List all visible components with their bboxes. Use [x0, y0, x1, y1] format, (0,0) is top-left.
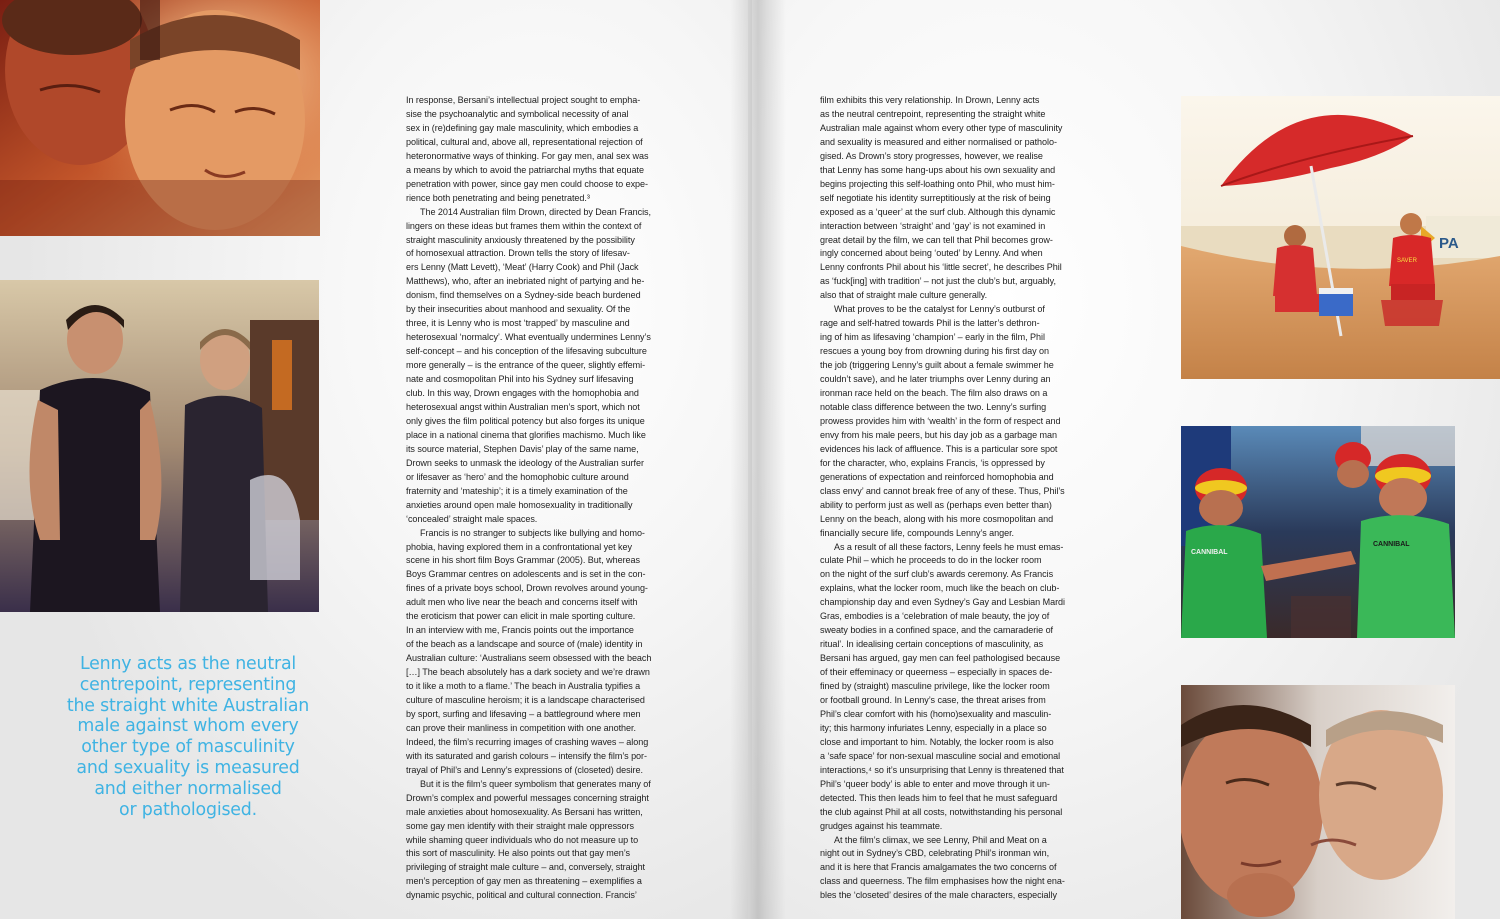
- body-left-line: Australian culture: ‘Australians seem obsessed with the beach: [406, 653, 652, 664]
- jersey-right: [1357, 515, 1455, 638]
- body-left-line: In an interview with me, Francis points out the importance: [406, 625, 634, 636]
- lifesavers-illustration: [1181, 426, 1455, 638]
- body-right-line: ingly concerned about being ‘outed’ by Lenny. And when: [820, 248, 1043, 259]
- body-right-line: Australian male against whom every other type of masculinity: [820, 122, 1063, 133]
- body-left-line: nate and cosmopolitan Phil into his Sydney surf lifesaving: [406, 374, 634, 385]
- body-left-line: Drown’s complex and powerful messages concerning straight: [406, 792, 649, 803]
- body-right-line: Lenny on the beach, along with his more cosmopolitan and: [820, 513, 1054, 524]
- body-right-line: Phil’s clear comfort with his (homo)sexuality and masculin-: [820, 708, 1052, 719]
- body-left-line: phobia, having explored them in a confrontational yet key: [406, 541, 632, 552]
- body-left-line: male anxieties about homosexuality. As Bersani has written,: [406, 806, 643, 817]
- body-left-line: heterosexual ‘normalcy’. What eventually undermines Lenny’s: [406, 332, 651, 343]
- body-left-line: this sort of masculinity. He also points out that gay men’s: [406, 848, 631, 859]
- page-gutter: [730, 0, 786, 919]
- body-right-line: as the neutral centrepoint, representing the straight white: [820, 108, 1046, 119]
- photo-locker-room: [0, 280, 319, 612]
- body-left-line: The 2014 Australian film Drown, directed by Dean Francis,: [420, 206, 651, 217]
- body-left-line: a means by which to avoid the patriarchal myths that equate: [406, 164, 644, 175]
- body-right-line: as ‘fuck[ing] with tradition’ – not just the club’s but, arguably,: [820, 276, 1056, 287]
- body-left-line: dynamic psychic, political and cultural connection. Francis’: [406, 890, 637, 901]
- body-right-line: At the film’s climax, we see Lenny, Phil and Meat on a: [834, 834, 1047, 845]
- body-right-line: ritual’. In idealising certain conceptions of masculinity, as: [820, 639, 1044, 650]
- body-right-line: detected. This then leads him to feel that he must safeguard: [820, 792, 1058, 803]
- body-right-line: and it is here that Francis amalgamates the two concerns of: [820, 862, 1057, 873]
- body-right-line: generations of expectation and reinforced homophobia and: [820, 471, 1054, 482]
- body-right-line: fined by (straight) masculine privilege, like the locker room: [820, 681, 1050, 692]
- body-left-line: lingers on these ideas but frames them within the context of: [406, 220, 642, 231]
- body-right-line: evidences his lack of affluence. This is a particular sore spot: [820, 443, 1058, 454]
- body-left-line: privileging of straight male culture – and, conversely, straight: [406, 862, 646, 873]
- body-left-line: men’s perception of gay men as threatening – exemplifies a: [406, 876, 642, 887]
- body-left-line: In response, Bersani’s intellectual project sought to empha-: [406, 95, 641, 105]
- photo-lifesavers-race: [1181, 426, 1455, 638]
- body-right-line: grudges against his teammate.: [820, 820, 943, 831]
- body-right-line: ability to perform just as well as (perhaps even better than): [820, 499, 1052, 510]
- body-right-line: of their effeminacy or queerness – especially in spaces de-: [820, 667, 1053, 678]
- pull-quote-line: other type of masculinity: [81, 737, 295, 758]
- body-left-line: fines of a private boys school, Drown revolves around young-: [406, 583, 648, 594]
- beach-illustration: [1181, 96, 1500, 379]
- body-left-line: Indeed, the film’s recurring images of crashing waves – along: [406, 736, 649, 747]
- body-left-line: Drown seeks to unmask the ideology of the Australian surfer: [406, 457, 644, 468]
- body-left-line: the eroticism that power can elicit in male sporting culture.: [406, 611, 636, 622]
- body-left-line: adult men who live near the beach and concerns itself with: [406, 597, 638, 608]
- body-left-line: trayal of Phil’s and Lenny’s expressions of (closeted) desire.: [406, 764, 643, 775]
- body-right-line: explains, what the locker room, much like the beach on club-: [820, 583, 1060, 594]
- body-right-line: envy from his male peers, but his day job as a garbage man: [820, 429, 1057, 440]
- body-left-line: self-concept – and his conception of the lifesaving subculture: [406, 346, 647, 357]
- body-right-line: sweaty bodies in a confined space, and the camaraderie of: [820, 625, 1054, 636]
- body-right-line: culate Phil – which he proceeds to do in the locker room: [820, 555, 1042, 566]
- body-right-line: notable class difference between the two. Lenny’s surfing: [820, 401, 1047, 412]
- photo-beach-lifeguards: [1181, 96, 1500, 379]
- body-left-line: by their insecurities about manhood and sexuality. Of the: [406, 304, 631, 315]
- photo-confrontation: [1181, 685, 1455, 919]
- body-left-line: more generally – is the entrance of the queer, slightly effemi-: [406, 360, 646, 371]
- body-right-line: Lenny confronts Phil about his ‘little secret’, he describes Phil: [820, 262, 1062, 273]
- confrontation-illustration: [1181, 685, 1455, 919]
- body-left-line: club. In this way, Drown engages with the homophobia and: [406, 388, 639, 399]
- body-left-line: of homosexual attraction. Drown tells the story of lifesav-: [406, 248, 630, 259]
- embrace-illustration: [0, 0, 320, 236]
- body-left-line: three, it is Lenny who is most ‘trapped’ by masculine and: [406, 318, 630, 329]
- body-left-line: its source material, Stephen Davis’ play of the same name,: [406, 443, 639, 454]
- body-left-line: Francis is no stranger to subjects like bullying and homo-: [420, 527, 645, 538]
- body-left-line: Boys Grammar centres on adolescents and is set in the con-: [406, 569, 646, 580]
- body-left-line: sise the psychoanalytic and symbolical necessity of anal: [406, 108, 629, 119]
- body-left-line: scene in his short film Boys Grammar (2005). But, whereas: [406, 555, 640, 566]
- body-left-line: heterosexual angst within Australian men’s sport, which not: [406, 401, 640, 412]
- body-left-line: some gay men identify with their straight male oppressors: [406, 820, 634, 831]
- body-left-line: rience both penetrating and being penetrated.³: [406, 192, 590, 203]
- body-right-line: Bersani has argued, gay men can feel pathologised because: [820, 653, 1061, 664]
- body-right-line: and sexuality is measured and either normalised or patholo-: [820, 136, 1057, 147]
- body-right-line: couldn’t save), and he later triumphs over Lenny during an: [820, 374, 1051, 385]
- body-left-line: fraternity and ‘mateship’; it is a timely examination of the: [406, 485, 628, 496]
- body-right-line: interactions,⁴ so it’s unsurprising that Lenny is threatened that: [820, 764, 1064, 775]
- pull-quote-line: Lenny acts as the neutral: [79, 654, 297, 674]
- body-right-line: also that of straight male culture generally.: [820, 290, 988, 301]
- body-left-line: But it is the film’s queer symbolism that generates many of: [420, 778, 651, 789]
- body-right-line: interaction between ‘straight’ and ‘gay’ is not examined in: [820, 220, 1046, 231]
- body-right-line: rescues a young boy from drowning during his first day on: [820, 346, 1049, 357]
- body-right-line: Phil’s ‘queer body’ is able to enter and move through it un-: [820, 778, 1050, 789]
- body-left-line: ‘concealed’ straight male spaces.: [406, 513, 538, 524]
- body-right-line: financially secure life, compounds Lenny’s anger.: [820, 527, 1015, 538]
- pull-quote: [36, 654, 340, 820]
- body-left-line: heteronormative ways of thinking. For gay men, anal sex was: [406, 150, 649, 161]
- jersey-text-right: CANNIBAL: [1373, 541, 1410, 548]
- body-right-line: that Lenny has some hang-ups about his own sexuality and: [820, 164, 1056, 175]
- body-left-line: only gives the film political potency but also forges its unique: [406, 415, 645, 426]
- pull-quote-line: the straight white Australian: [66, 695, 310, 716]
- body-column-left: [406, 94, 684, 903]
- body-left-line: political, cultural and, above all, representational rejection of: [406, 136, 643, 147]
- body-right-line: the club against Phil at all costs, notwithstanding his personal: [820, 806, 1063, 817]
- jersey-text-left: CANNIBAL: [1191, 549, 1228, 556]
- body-right-line: or football ground. In Lenny’s case, the threat arises from: [820, 694, 1046, 705]
- body-left-line: with its saturated and garish colours – intensify the film’s por-: [406, 750, 647, 761]
- body-right-line: ironman race held on the beach. The film also draws on a: [820, 388, 1048, 399]
- body-right-line: ing of him as lifesaving ‘champion’ – early in the film, Phil: [820, 332, 1045, 343]
- body-right-line: begins projecting this self-loathing onto Phil, who must him-: [820, 178, 1055, 189]
- body-right-line: bles the ‘closeted’ desires of the male characters, especially: [820, 890, 1057, 901]
- body-left-line: straight masculinity anxiously threatened by the possibility: [406, 234, 635, 245]
- body-left-line: penetration with power, since gay men could choose to expe-: [406, 178, 648, 189]
- body-left-line: while shaming queer individuals who do not measure up to: [406, 834, 639, 845]
- pull-quote-line: male against whom every: [77, 716, 299, 737]
- body-left-line: sex in (re)defining gay male masculinity, which embodies a: [406, 122, 639, 133]
- body-left-line: place in a national cinema that glorifies machismo. Much like: [406, 429, 646, 440]
- body-right-line: As a result of all these factors, Lenny feels he must emas-: [834, 541, 1064, 552]
- body-left-line: Matthews), who, after an inebriated night of partying and he-: [406, 276, 645, 287]
- body-right-line: for the character, who, explains Francis, ‘is oppressed by: [820, 457, 1045, 468]
- body-right-line: class and queerness. The film emphasises how the night ena-: [820, 876, 1065, 887]
- body-right-line: film exhibits this very relationship. In Drown, Lenny acts: [820, 95, 1040, 105]
- body-right-line: night out in Sydney’s CBD, celebrating Phil’s ironman win,: [820, 848, 1050, 859]
- locker-room-illustration: [0, 280, 319, 612]
- body-right-line: the job (triggering Lenny’s guilt about a female swimmer he: [820, 360, 1054, 371]
- photo-embrace: [0, 0, 320, 236]
- beach-sign-text: PA: [1439, 235, 1459, 252]
- body-left-line: […] The beach absolutely has a dark society and we’re drawn: [406, 667, 650, 678]
- body-right-line: rage and self-hatred towards Phil is the latter’s dethron-: [820, 318, 1040, 329]
- lifeguard-shirt-text: SAVER: [1397, 258, 1417, 264]
- body-right-line: ity; this harmony infuriates Lenny, especially in a place so: [820, 722, 1047, 733]
- body-right-line: What proves to be the catalyst for Lenny’s outburst of: [834, 304, 1045, 315]
- body-column-right: [820, 94, 1098, 903]
- body-left-line: by sport, surfing and lifesaving – a battleground where men: [406, 708, 641, 719]
- body-right-line: gised. As Drown’s story progresses, however, we realise: [820, 150, 1043, 161]
- body-left-line: can prove their manliness in competition with one another.: [406, 722, 636, 733]
- body-right-line: on the night of the surf club’s awards ceremony. As Francis: [820, 569, 1054, 580]
- body-right-line: championship day and even Sydney’s Gay and Lesbian Mardi: [820, 597, 1065, 608]
- body-right-line: Gras, embodies is a ‘celebration of male beauty, the joy of: [820, 611, 1050, 622]
- body-right-line: a ‘safe space’ for non-sexual masculine social and emotional: [820, 750, 1061, 761]
- pull-quote-line: or pathologised.: [119, 799, 257, 820]
- body-right-line: self negotiate his identity surreptitiously at the risk of being: [820, 192, 1051, 203]
- body-left-line: anxieties around open male homosexuality in traditionally: [406, 499, 633, 510]
- body-right-line: class envy’ and cannot break free of any of these. Thus, Phil’s: [820, 485, 1065, 496]
- hand: [1227, 873, 1295, 917]
- jersey-left: [1181, 525, 1267, 638]
- body-left-line: culture of masculine heroism; it is a landscape characterised: [406, 694, 645, 705]
- body-right-line: exposed as a ‘queer’ at the surf club. Although this dynamic: [820, 206, 1056, 217]
- body-right-line: prowess provides him with ‘wealth’ in the form of respect and: [820, 415, 1061, 426]
- pull-quote-line: and sexuality is measured: [76, 757, 300, 778]
- body-left-line: donism, find themselves on a Sydney-side beach burdened: [406, 290, 641, 301]
- pull-quote-line: centrepoint, representing: [79, 674, 297, 695]
- body-left-line: ers Lenny (Matt Levett), ‘Meat’ (Harry Cook) and Phil (Jack: [406, 262, 639, 273]
- cooler-box: [1319, 292, 1353, 316]
- body-left-line: to it like a moth to a flame.’ The beach in Australia typifies a: [406, 681, 641, 692]
- body-left-line: or lifesaver as ‘hero’ and the homophobic culture around: [406, 471, 629, 482]
- pull-quote-line: and either normalised: [94, 778, 282, 799]
- body-left-line: of the beach as a landscape and source of (male) identity in: [406, 639, 643, 650]
- body-right-line: close and important to him. Notably, the locker room is also: [820, 736, 1054, 747]
- body-right-line: great detail by the film, we can tell that Phil becomes grow-: [820, 234, 1053, 245]
